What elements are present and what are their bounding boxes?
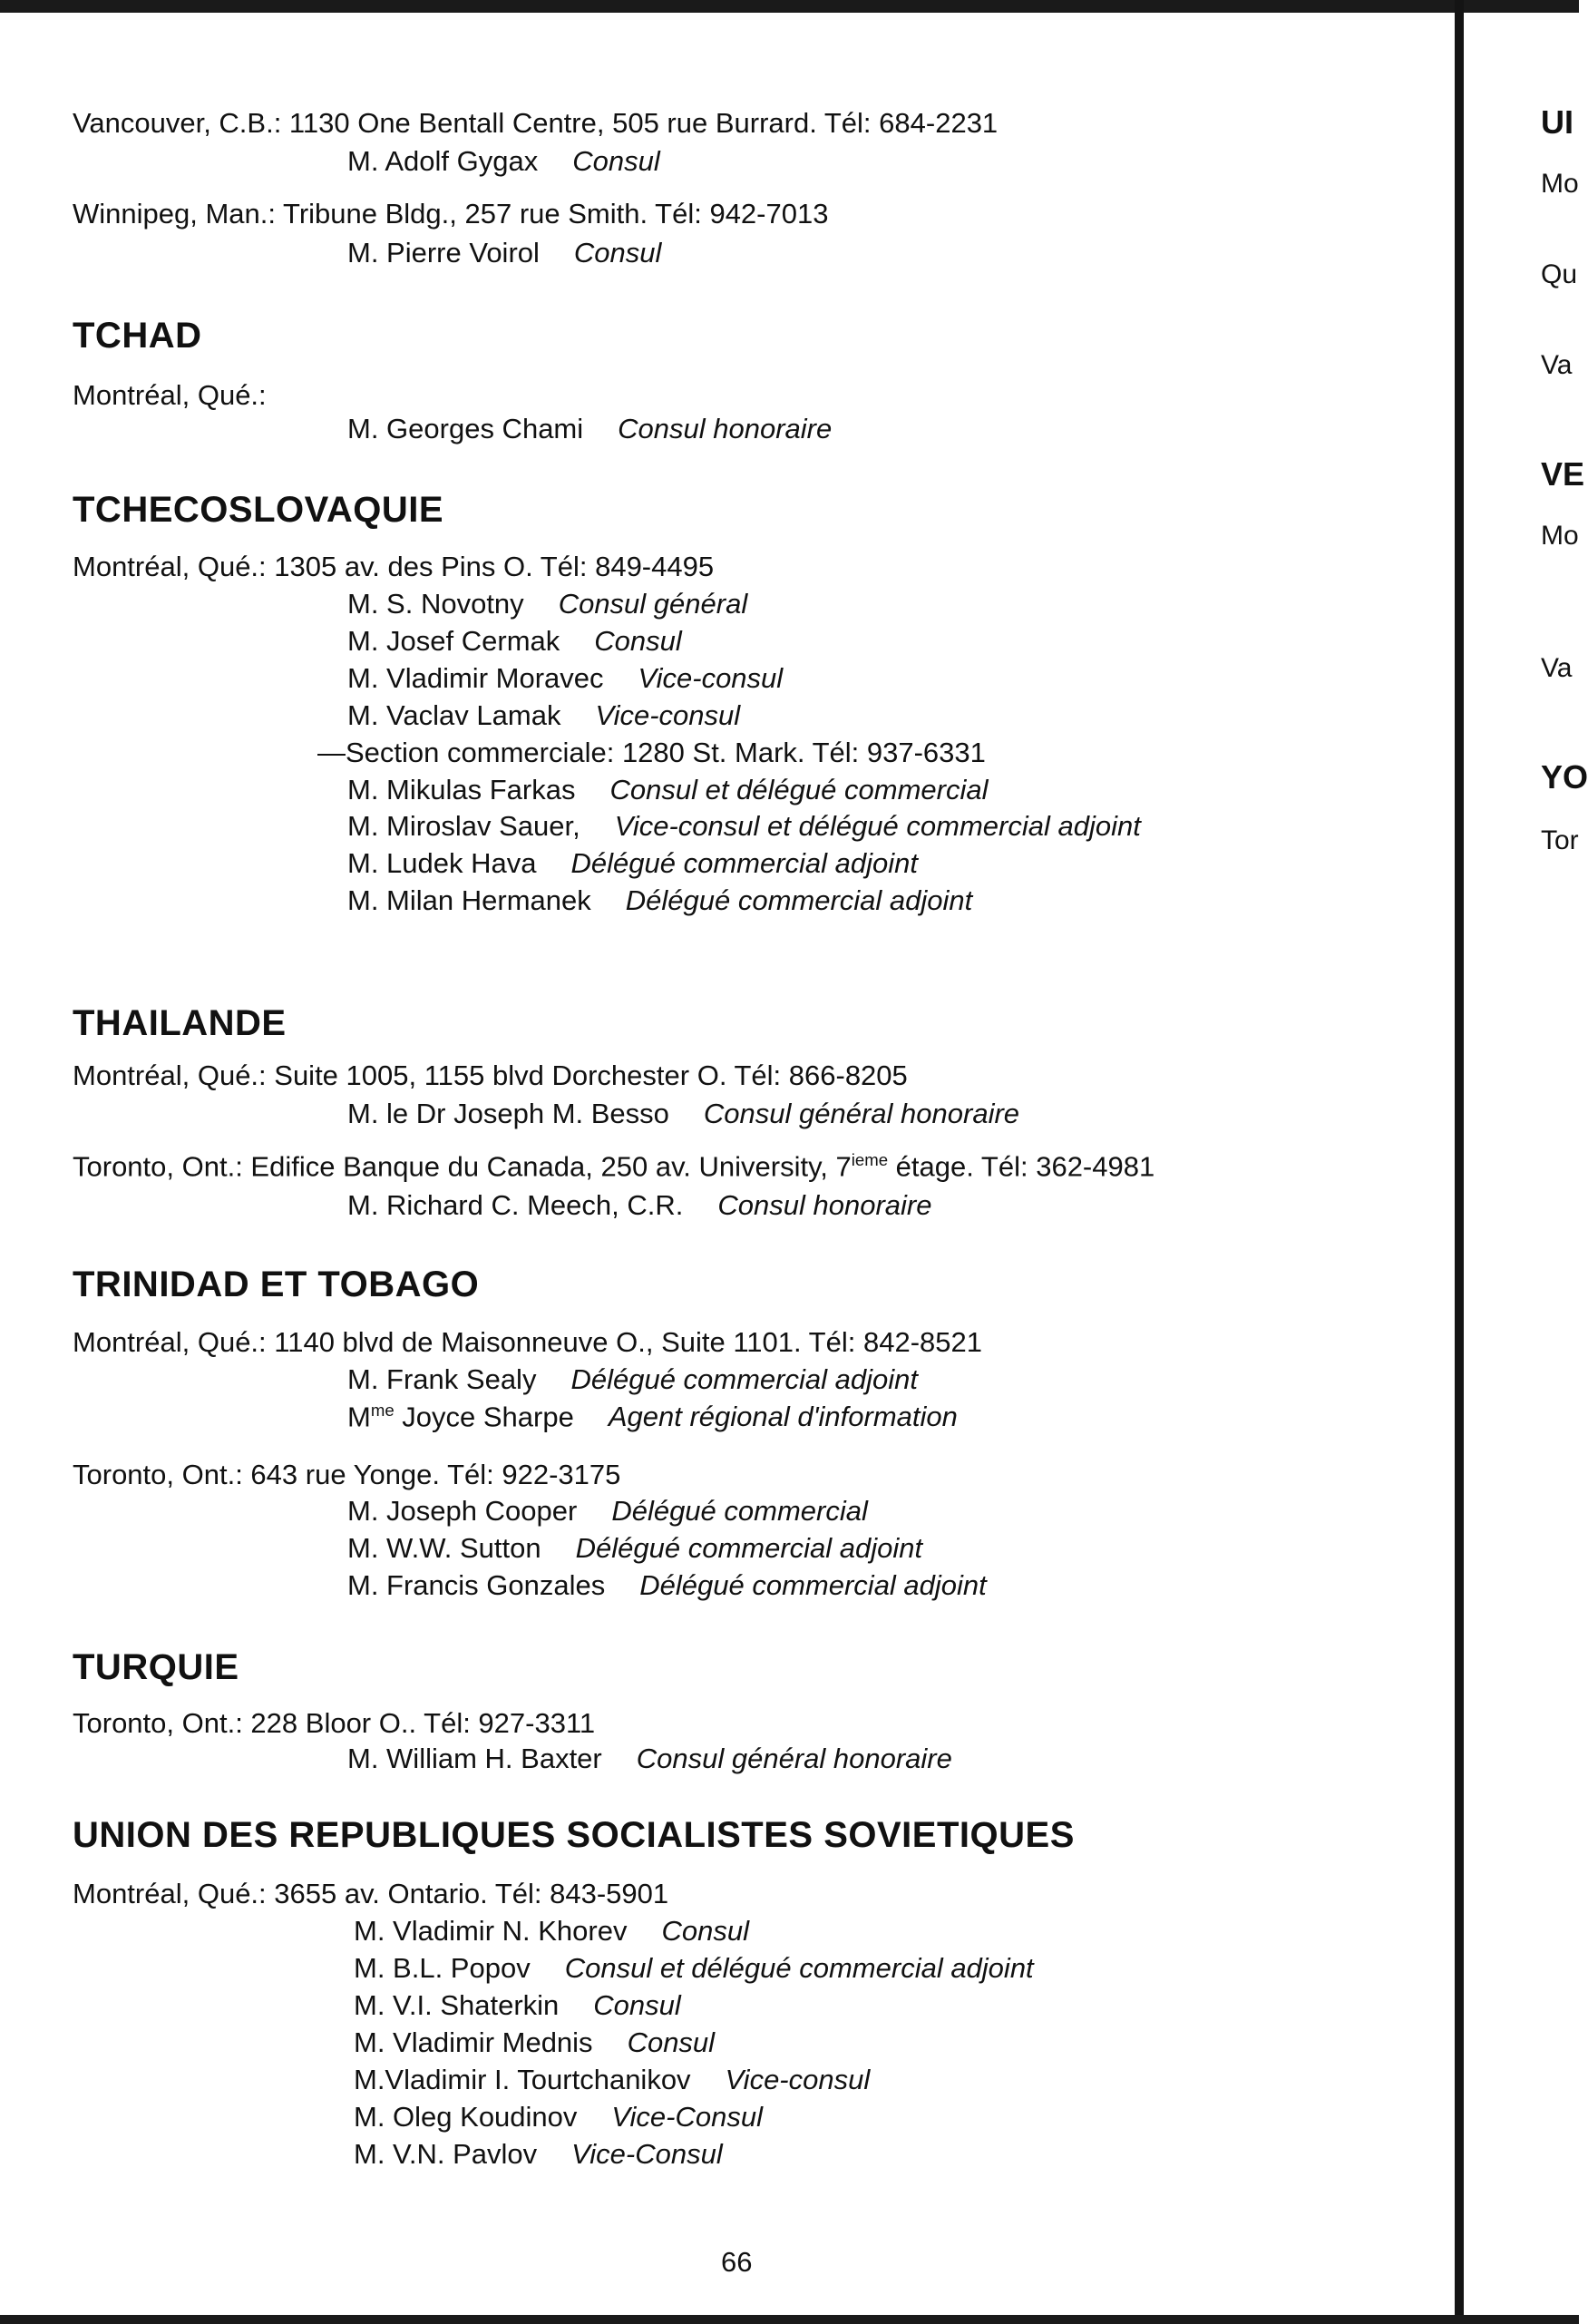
person-role: Délégué commercial adjoint: [625, 884, 973, 916]
person-role: Consul: [661, 1915, 749, 1947]
person-row: [354, 1989, 681, 2022]
city-line-winnipeg: Winnipeg, Man.: Tribune Bldg., 257 rue Smith. Tél: 942-7013: [73, 198, 829, 229]
city-line: Toronto, Ont.: 228 Bloor O.. Tél: 927-3311: [73, 1707, 596, 1739]
person-role: Vice-consul: [725, 2064, 871, 2095]
person-name: M. Oleg Koudinov: [354, 2101, 578, 2133]
person-name: M. Joseph Cooper: [347, 1495, 578, 1527]
section-heading-tchecoslovaquie: TCHECOSLOVAQUIE: [73, 490, 444, 530]
section-heading-tchad: TCHAD: [73, 316, 202, 356]
person-row: [347, 884, 972, 917]
person-role: Délégué commercial adjoint: [570, 1363, 918, 1395]
person-role: Consul et délégué commercial: [609, 774, 989, 806]
person-role: Consul: [572, 145, 660, 177]
city-line-vancouver: Vancouver, C.B.: 1130 One Bentall Centre, 505 rue Burrard. Tél: 684-2231: [73, 107, 999, 139]
person-row: [347, 413, 832, 445]
person-name: M. Francis Gonzales: [347, 1569, 606, 1601]
person-name: M. Mikulas Farkas: [347, 774, 576, 806]
person-row: [347, 1401, 958, 1433]
person-name: Joyce Sharpe: [394, 1401, 574, 1433]
person-role: Consul général honoraire: [636, 1743, 952, 1774]
person-name: M. Pierre Voirol: [347, 237, 540, 269]
person-row: [354, 2026, 715, 2059]
person-name: M.Vladimir I. Tourtchanikov: [354, 2064, 691, 2095]
person-role: Consul général: [558, 588, 748, 620]
person-row: [347, 1569, 987, 1602]
person-row: [347, 699, 740, 732]
person-row: [347, 1495, 868, 1528]
person-name: M. Vaclav Lamak: [347, 699, 561, 731]
person-row: [347, 774, 988, 806]
person-role: Vice-Consul: [571, 2138, 723, 2170]
city-line: Montréal, Qué.:: [73, 379, 267, 411]
person-role: Consul et délégué commercial adjoint: [564, 1952, 1034, 1984]
right-line: Qu: [1541, 259, 1578, 289]
city-line: [73, 1150, 1154, 1183]
person-name: M. Josef Cermak: [347, 625, 560, 657]
person-role: Consul: [594, 625, 682, 657]
person-name: M. Frank Sealy: [347, 1363, 537, 1395]
person-name: M. Vladimir N. Khorev: [354, 1915, 628, 1947]
person-role: Consul: [627, 2026, 716, 2058]
right-line: Tor: [1541, 825, 1579, 855]
person-name-prefix: M: [347, 1401, 371, 1433]
person-row: [354, 2101, 763, 2134]
person-row: [347, 1189, 931, 1222]
person-row: [347, 588, 747, 620]
city-line: Montréal, Qué.: 3655 av. Ontario. Tél: 843-5901: [73, 1878, 669, 1909]
section-heading-turquie: TURQUIE: [73, 1647, 239, 1687]
city-line: Toronto, Ont.: 643 rue Yonge. Tél: 922-3175: [73, 1459, 621, 1490]
person-name: M. Richard C. Meech, C.R.: [347, 1189, 684, 1221]
right-heading: YO: [1541, 758, 1588, 796]
person-row: [354, 1915, 749, 1948]
right-page-fragment: [1464, 13, 1588, 2315]
person-name: M. Miroslav Sauer,: [347, 810, 580, 842]
person-name: M. Georges Chami: [347, 413, 584, 444]
section-heading-urss: UNION DES REPUBLIQUES SOCIALISTES SOVIETIQUES: [73, 1815, 1075, 1855]
person-row: [347, 662, 783, 695]
person-row: [347, 1743, 952, 1775]
person-row: [354, 2138, 723, 2171]
right-line: Va: [1541, 350, 1573, 380]
person-row: [347, 1363, 918, 1396]
superscript: me: [370, 1401, 395, 1420]
superscript: ieme: [851, 1150, 889, 1169]
right-heading: UI: [1541, 103, 1573, 141]
person-row: [347, 1098, 1019, 1130]
person-name: M. W.W. Sutton: [347, 1532, 541, 1564]
city-line: Montréal, Qué.: 1140 blvd de Maisonneuve O., Suite 1101. Tél: 842-8521: [73, 1326, 982, 1358]
person-name: M. B.L. Popov: [354, 1952, 531, 1984]
right-line: Va: [1541, 653, 1573, 683]
person-role: Vice-Consul: [611, 2101, 763, 2133]
person-role: Délégué commercial adjoint: [575, 1532, 923, 1564]
person-row: [347, 625, 682, 658]
person-role: Délégué commercial adjoint: [639, 1569, 987, 1601]
person-name: M. V.N. Pavlov: [354, 2138, 538, 2170]
person-row: [347, 847, 918, 880]
right-heading: VE: [1541, 455, 1585, 493]
person-name: M. Adolf Gygax: [347, 145, 539, 177]
person-row: [347, 145, 660, 178]
person-role: Consul: [593, 1989, 681, 2021]
city-line: Montréal, Qué.: Suite 1005, 1155 blvd Dorchester O. Tél: 866-8205: [73, 1059, 908, 1091]
person-row: [347, 810, 1141, 843]
person-role: Consul honoraire: [717, 1189, 932, 1221]
person-role: Délégué commercial: [611, 1495, 868, 1527]
right-line: Mo: [1541, 169, 1579, 199]
person-name: M. le Dr Joseph M. Besso: [347, 1098, 669, 1129]
person-role: Délégué commercial adjoint: [570, 847, 919, 879]
city-line-part: étage. Tél: 362-4981: [888, 1150, 1155, 1183]
person-name: M. Ludek Hava: [347, 847, 537, 879]
person-row: [354, 1952, 1034, 1985]
person-row: [347, 237, 661, 269]
section-heading-thailande: THAILANDE: [73, 1003, 287, 1043]
person-role: Agent régional d'information: [608, 1401, 958, 1433]
page-number: 66: [721, 2246, 753, 2278]
person-name: M. William H. Baxter: [347, 1743, 602, 1774]
person-name: M. V.I. Shaterkin: [354, 1989, 560, 2021]
person-name: M. Vladimir Mednis: [354, 2026, 593, 2058]
person-role: Vice-consul: [595, 699, 741, 731]
city-line-part: Toronto, Ont.: Edifice Banque du Canada, 250 av. University, 7: [73, 1150, 852, 1183]
person-name: M. Milan Hermanek: [347, 884, 591, 916]
right-line: Mo: [1541, 521, 1579, 551]
person-role: Consul honoraire: [618, 413, 833, 444]
book-gutter-bar: [1455, 0, 1464, 2324]
city-line: Montréal, Qué.: 1305 av. des Pins O. Tél: 849-4495: [73, 551, 715, 582]
person-role: Vice-consul et délégué commercial adjoint: [614, 810, 1141, 842]
section-commerciale-line: —Section commerciale: 1280 St. Mark. Tél: 937-6331: [317, 737, 986, 768]
person-name: M. Vladimir Moravec: [347, 662, 604, 694]
person-role: Consul: [573, 237, 662, 269]
section-heading-trinidad: TRINIDAD ET TOBAGO: [73, 1265, 480, 1304]
scan-border-bottom: [0, 2315, 1579, 2324]
person-role: Consul général honoraire: [703, 1098, 1020, 1129]
person-name: M. S. Novotny: [347, 588, 524, 620]
person-row: [347, 1532, 922, 1565]
person-role: Vice-consul: [638, 662, 784, 694]
person-row: [354, 2064, 870, 2096]
